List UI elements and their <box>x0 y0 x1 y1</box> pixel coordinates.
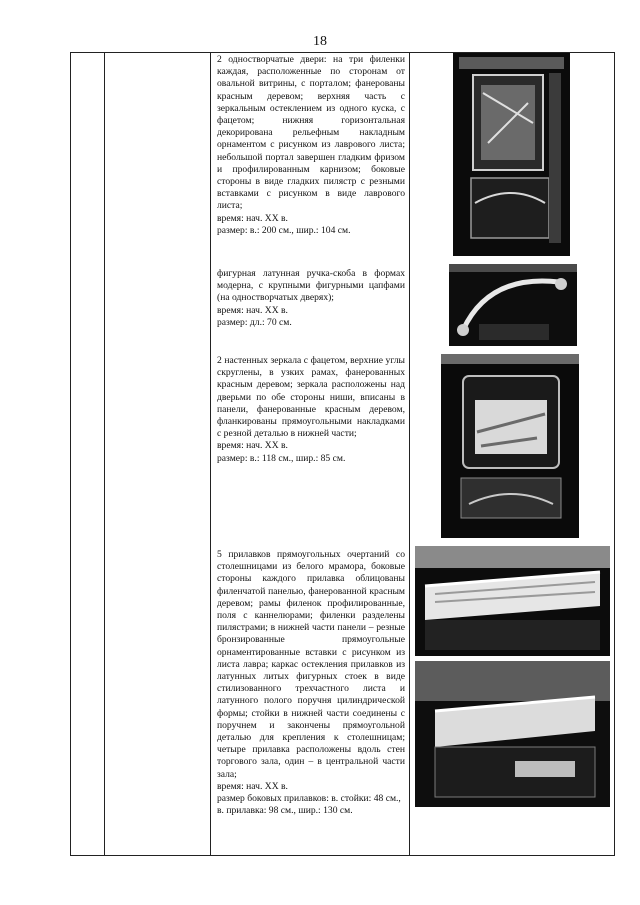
entry-handle <box>217 268 405 329</box>
entry-size: размер: дл.: 70 см. <box>217 316 292 328</box>
entry-size: размер: в.: 118 см., шир.: 85 см. <box>217 452 346 464</box>
entry-time: время: нач. XX в. <box>217 304 288 316</box>
entry-description: 2 настенных зеркала с фацетом, верхние углы скруглены, в узких рамах, фанерованных красным деревом; зеркала расположены над дверьми по обе стороны ниши, вписаны в панели, фанерованные красным деревом, фланкированы прямоугольными накладками с резной деталью в нижней части; <box>217 355 405 440</box>
entry-size: размер: в.: 200 см., шир.: 104 см. <box>217 224 351 236</box>
entry-doors <box>217 54 405 237</box>
column-divider <box>614 52 615 856</box>
entry-time: время: нач. XX в. <box>217 440 288 452</box>
entry-mirrors <box>217 355 405 465</box>
column-divider <box>70 52 71 856</box>
counter-photo <box>415 546 610 656</box>
door-photo <box>453 53 570 256</box>
entry-description: фигурная латунная ручка-скоба в формах модерна, с крупными фигурными цапфами (на одностворчатых дверях); <box>217 268 405 304</box>
entry-description: 5 прилавков прямоугольных очертаний со столешницами из белого мрамора, боковые стороны каждого прилавка облицованы филенчатой панелью, фанерованной красным деревом; рамы филенок профилированные, поля с каннелюрами; филенки разделены пилястрами; в нижней части панели – резные бронзированные прямоугольные орнаментированные вставки с рисунком из листа лавра; каркас остекления прилавков из латунных литых фигурных стоек в виде стилизованного трехчастного листа и латунного полого поручня цилиндрической формы; стойки в нижней части соединены с поручнем и закончены прямоугольной деталью для крепления к столешницам; четыре прилавка расположены вдоль стен торгового зала, один – в центральной части зала; <box>217 549 405 780</box>
entry-time: время: нач. XX в. <box>217 212 288 224</box>
column-divider <box>104 52 105 856</box>
column-divider <box>210 52 211 856</box>
entry-time: время: нач. XX в. <box>217 780 288 792</box>
handle-photo <box>449 264 577 346</box>
entry-counters <box>217 549 405 817</box>
counter-detail-photo <box>415 661 610 807</box>
table-bottom-border <box>70 855 615 856</box>
entry-size: размер боковых прилавков: в. стойки: 48 см., в. прилавка: 98 см., шир.: 130 см. <box>217 793 401 817</box>
mirror-photo <box>441 354 579 538</box>
entry-description: 2 одностворчатые двери: на три филенки каждая, расположенные по сторонам от овальной витрины, с порталом; фанерованы красным деревом; верхняя часть с зеркальным остеклением из одного куска, с фацетом; нижняя горизонтальная декорирована рельефным накладным орнаментом с рисунком из лаврового листа; небольшой портал завершен гладким фризом и профилированным карнизом; боковые стороны в виде гладких пилястр с резными вставками с рисунком в виде лаврового листа; <box>217 54 405 212</box>
column-divider <box>409 52 410 856</box>
page-number: 18 <box>313 34 327 49</box>
